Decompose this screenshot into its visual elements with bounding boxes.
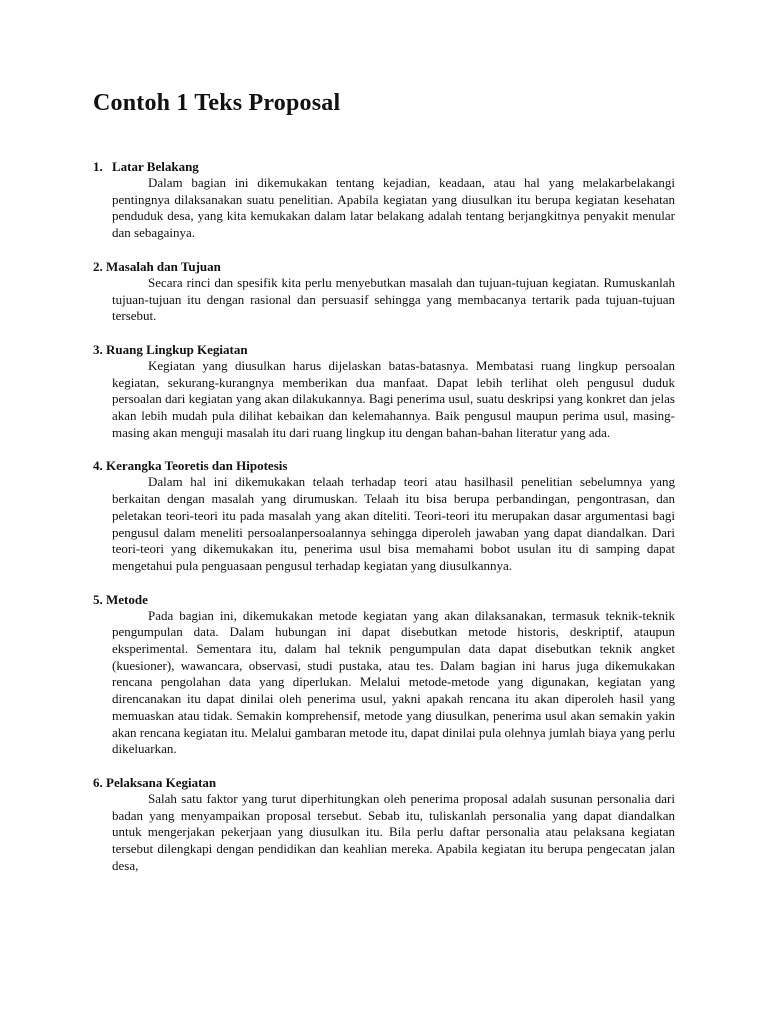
section-latar-belakang [93, 158, 675, 242]
section-heading-text: Kerangka Teoretis dan Hipotesis [106, 458, 288, 474]
section-heading [93, 341, 675, 358]
section-kerangka-teoretis [93, 457, 675, 574]
section-body: Pada bagian ini, dikemukakan metode kegiatan yang akan dilaksanakan, termasuk teknik-teknik pengumpulan data. Dalam hubungan ini dapat disebutkan metode historis, deskriptif, ataupun eksperimental. Sementara itu, dalam hal teknik pengumpulan data dapat disebutkan teknik angket (kuesioner), wawancara, observasi, studi pustaka, atau tes. Dalam bagian ini harus juga dikemukakan rencana pengolahan data yang diperlukan. Melalui metode-metode yang digunakan, kegiatan yang direncanakan itu dapat dinilai oleh penerima usul, yakni apakah rencana itu akan diperoleh hasil yang memuaskan atau tidak. Semakin komprehensif, metode yang diusulkan, penerima usul akan semakin yakin akan rencana kegiatan itu. Melalui gambaran metode itu, dapat dinilai pula olehnya jumlah biaya yang perlu dikeluarkan. [112, 607, 675, 757]
section-heading [93, 258, 675, 275]
section-body: Dalam bagian ini dikemukakan tentang kejadian, keadaan, atau hal yang melakarbelakangi pentingnya dilaksanakan suatu penelitian. Apabila kegiatan yang diusulkan itu berupa kegiatan kesehatan penduduk desa, yang kita kemukakan dalam latar belakang adalah tentang berjangkitnya penyakit menular dan sebagainya. [112, 175, 675, 241]
section-heading [93, 457, 675, 474]
section-heading [93, 158, 675, 175]
section-body: Dalam hal ini dikemukakan telaah terhadap teori atau hasilhasil penelitian sebelumnya yang berkaitan dengan masalah yang dirumuskan. Telaah itu bisa berupa perbandingan, pengontrasan, dan peletakan teori-teori itu pada masalah yang akan diteliti. Teori-teori itu merupakan dasar argumentasi bagi pengusul dalam meneliti persoalanpersoalannya sehingga diperoleh jawaban yang dapat diandalkan. Dari teori-teori yang dikemukakan itu, penerima usul bisa memahami bobot usulan itu di samping dapat mengetahui pula penguasaan pengusul terhadap kegiatan yang diusulkannya. [112, 474, 675, 573]
section-heading-text: Ruang Lingkup Kegiatan [106, 341, 248, 357]
section-heading-text: Pelaksana Kegiatan [106, 774, 217, 790]
section-metode [93, 591, 675, 758]
page-title: Contoh 1 Teks Proposal [93, 90, 341, 116]
section-number: 2. [93, 258, 103, 274]
section-heading [93, 591, 675, 608]
section-heading-text: Masalah dan Tujuan [106, 258, 221, 274]
section-ruang-lingkup-kegiatan [93, 341, 675, 442]
section-body: Kegiatan yang diusulkan harus dijelaskan batas-batasnya. Membatasi ruang lingkup persoalan kegiatan, sekurang-kurangnya memberikan dua manfaat. Dapat lebih terlihat oleh pengusul duduk persoalan dari kegiatan yang akan dilakukannya. Bagi penerima usul, suatu deskripsi yang konkret dan jelas akan lebih mudah pula dilihat kebaikan dan kelemahannya. Baik pengusul maupun perima usul, masing-masing akan menguji masalah itu dari ruang lingkup itu dengan bahan-bahan literatur yang ada. [112, 357, 675, 440]
section-number: 5. [93, 591, 103, 607]
section-number: 3. [93, 341, 103, 357]
section-number: 1. [93, 159, 103, 174]
section-body: Secara rinci dan spesifik kita perlu menyebutkan masalah dan tujuan-tujuan kegiatan. Rumuskanlah tujuan-tujuan itu dengan rasional dan persuasif sehingga yang membacanya tertarik pada tujuan-tujuan tersebut. [112, 274, 675, 324]
section-heading-text: Latar Belakang [112, 159, 199, 174]
section-number: 4. [93, 458, 103, 474]
section-number: 6. [93, 774, 103, 790]
section-heading-text: Metode [106, 591, 148, 607]
section-pelaksana-kegiatan [93, 774, 675, 875]
section-masalah-dan-tujuan [93, 258, 675, 325]
section-body: Salah satu faktor yang turut diperhitungkan oleh penerima proposal adalah susunan personalia dari badan yang menyampaikan proposal tersebut. Sebab itu, tuliskanlah personalia yang dapat diandalkan untuk mengerjakan pekerjaan yang diusulkan itu. Bila perlu daftar personalia atau pelaksana kegiatan tersebut dilengkapi dengan pendidikan dan keahlian mereka. Apabila kegiatan itu berupa pengecatan jalan desa, [112, 790, 675, 873]
section-heading [93, 774, 675, 791]
document-page [93, 88, 675, 891]
